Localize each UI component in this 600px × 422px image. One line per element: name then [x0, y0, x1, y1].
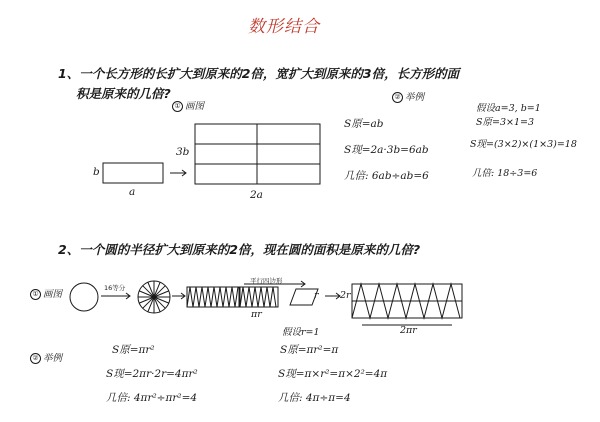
original-circle: [70, 283, 98, 311]
method-label: 举例: [405, 92, 425, 103]
problem2-question: 2、一个圆的半径扩大到原来的2倍，现在圆的面积是原来的几倍?: [58, 242, 421, 257]
example-circle-ratio: 几倍: 4π÷π=4: [278, 392, 351, 404]
divide-label: 16等分: [104, 284, 126, 292]
problem1-question-line1: 1、一个长方形的长扩大到原来的2倍，宽扩大到原来的3倍，长方形的面: [58, 66, 460, 81]
small-length-label: a: [129, 186, 136, 198]
circle-sectors: [138, 281, 170, 313]
half-circumference-label: πr: [251, 309, 262, 320]
page-title: 数形结合: [248, 17, 320, 37]
example-original-circle-area: S原=πr²=π: [280, 344, 339, 356]
formula-circle-ratio: 几倍: 4πr²÷πr²=4: [106, 392, 198, 404]
radius-label: r: [314, 290, 319, 301]
example-assumption: 假设a=3, b=1: [476, 103, 541, 114]
big-width-label: 3b: [176, 146, 190, 158]
formula-original-area: S原=ab: [344, 118, 384, 130]
small-width-label: b: [93, 166, 100, 178]
method-label: 画图: [43, 289, 63, 300]
example-ratio: 几倍: 18÷3=6: [472, 168, 538, 179]
circled-number: ②: [30, 353, 41, 364]
example-original-area: S原=3×1=3: [476, 117, 535, 128]
circled-number: ②: [392, 92, 403, 103]
formula-ratio: 几倍: 6ab÷ab=6: [344, 170, 429, 182]
example-new-circle-area: S现=π×r²=π×2²=4π: [278, 368, 388, 380]
formula-new-area: S现=2a·3b=6ab: [344, 144, 429, 156]
problem1-question-line2: 积是原来的几倍?: [76, 86, 171, 101]
big-length-label: 2a: [250, 189, 263, 201]
circled-number: ①: [30, 289, 41, 300]
problem2-method2-label: [30, 350, 62, 364]
big-base-label: 2πr: [400, 325, 417, 336]
example-new-area: S现=(3×2)×(1×3)=18: [470, 139, 577, 150]
circled-number: ①: [172, 101, 183, 112]
parallelogram-label: 平行四边形: [250, 277, 283, 285]
assume-radius: 假设r=1: [282, 327, 320, 338]
formula-original-circle-area: S原=πr²: [112, 344, 155, 356]
method-label: 画图: [185, 101, 205, 112]
formula-new-circle-area: S现=2πr·2r=4πr²: [106, 368, 198, 380]
method-label: 举例: [43, 353, 63, 364]
big-radius-label: 2r: [340, 290, 351, 301]
